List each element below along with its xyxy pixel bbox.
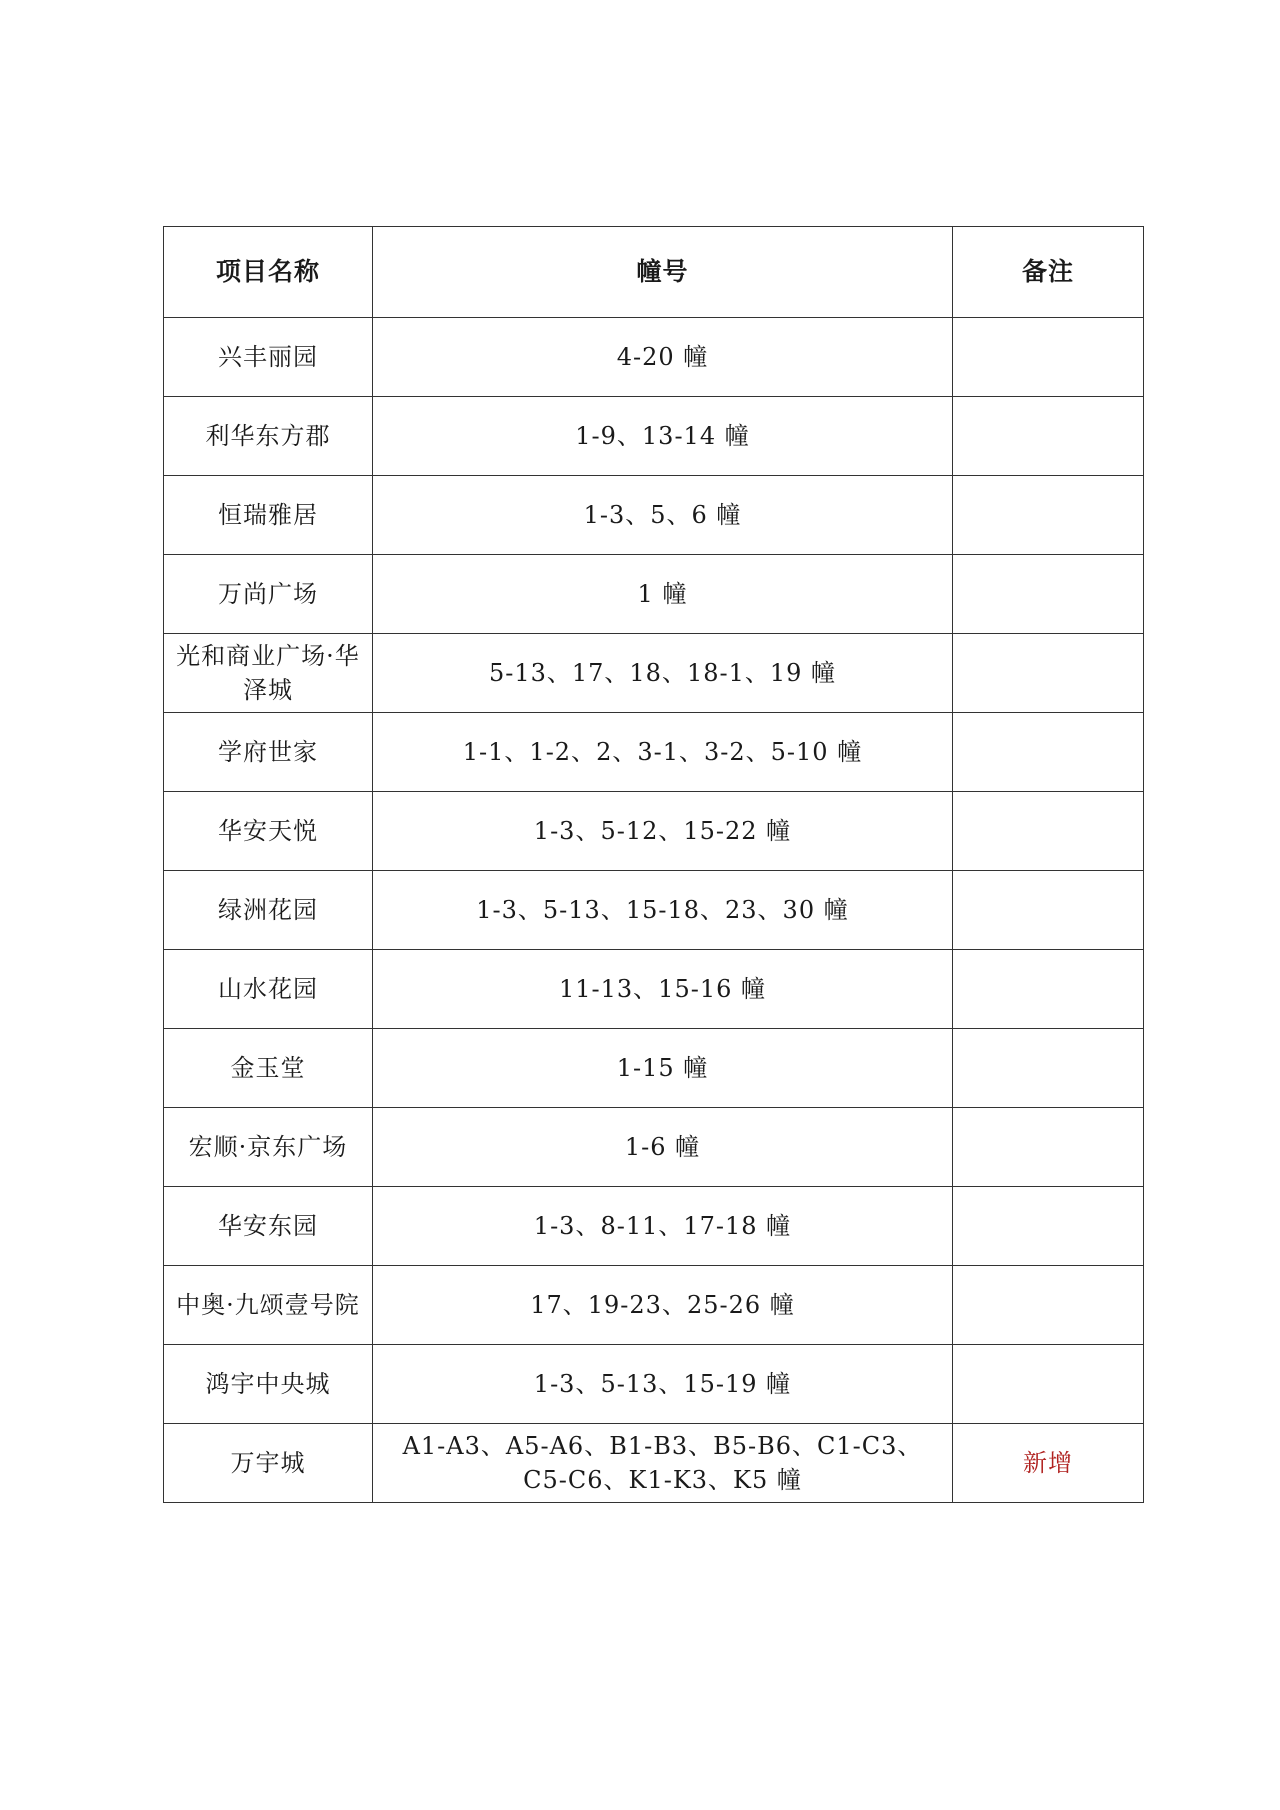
note-cell [953,1266,1144,1345]
table-row [164,792,1144,871]
table-row [164,1187,1144,1266]
table-row [164,1424,1144,1503]
table-row [164,1266,1144,1345]
building-number-cell: 1-3、5、6 幢 [373,476,953,555]
table-row [164,634,1144,713]
building-number-cell: 1-3、5-13、15-19 幢 [373,1345,953,1424]
project-name-cell: 华安天悦 [164,792,373,871]
note-cell [953,1345,1144,1424]
table-row [164,713,1144,792]
building-number-cell: 1-3、5-13、15-18、23、30 幢 [373,871,953,950]
building-number-cell: 1-1、1-2、2、3-1、3-2、5-10 幢 [373,713,953,792]
building-number-cell: 1-3、5-12、15-22 幢 [373,792,953,871]
note-cell [953,1187,1144,1266]
project-name-cell: 华安东园 [164,1187,373,1266]
note-cell [953,397,1144,476]
header-note: 备注 [953,227,1144,318]
note-cell [953,476,1144,555]
note-cell-new: 新增 [953,1424,1144,1503]
table-row [164,1345,1144,1424]
note-cell [953,792,1144,871]
building-number-cell: A1-A3、A5-A6、B1-B3、B5-B6、C1-C3、C5-C6、K1-K3、K5 幢 [373,1424,953,1503]
building-number-cell: 5-13、17、18、18-1、19 幢 [373,634,953,713]
note-cell [953,950,1144,1029]
note-cell [953,713,1144,792]
header-project-name: 项目名称 [164,227,373,318]
table-row [164,318,1144,397]
note-cell [953,1108,1144,1187]
project-name-cell: 金玉堂 [164,1029,373,1108]
project-name-cell: 中奥·九颂壹号院 [164,1266,373,1345]
building-number-cell: 17、19-23、25-26 幢 [373,1266,953,1345]
project-name-cell: 恒瑞雅居 [164,476,373,555]
note-cell [953,318,1144,397]
building-number-cell: 1-6 幢 [373,1108,953,1187]
project-name-cell: 鸿宇中央城 [164,1345,373,1424]
table-header-row [164,227,1144,318]
project-name-cell: 兴丰丽园 [164,318,373,397]
note-cell [953,871,1144,950]
building-number-cell: 11-13、15-16 幢 [373,950,953,1029]
table-row [164,397,1144,476]
building-number-cell: 1-9、13-14 幢 [373,397,953,476]
project-name-cell: 万尚广场 [164,555,373,634]
table-row [164,1108,1144,1187]
project-name-cell: 万宇城 [164,1424,373,1503]
table-row [164,871,1144,950]
project-name-cell: 光和商业广场·华泽城 [164,634,373,713]
table-row [164,476,1144,555]
building-number-cell: 4-20 幢 [373,318,953,397]
table-row [164,555,1144,634]
project-name-cell: 山水花园 [164,950,373,1029]
project-name-cell: 利华东方郡 [164,397,373,476]
building-number-cell: 1-15 幢 [373,1029,953,1108]
project-name-cell: 绿洲花园 [164,871,373,950]
project-name-cell: 学府世家 [164,713,373,792]
note-cell [953,1029,1144,1108]
building-number-cell: 1-3、8-11、17-18 幢 [373,1187,953,1266]
header-building-number: 幢号 [373,227,953,318]
project-name-cell: 宏顺·京东广场 [164,1108,373,1187]
note-cell [953,555,1144,634]
note-cell [953,634,1144,713]
table-row [164,950,1144,1029]
building-number-cell: 1 幢 [373,555,953,634]
project-building-table [163,226,1144,1503]
table-row [164,1029,1144,1108]
